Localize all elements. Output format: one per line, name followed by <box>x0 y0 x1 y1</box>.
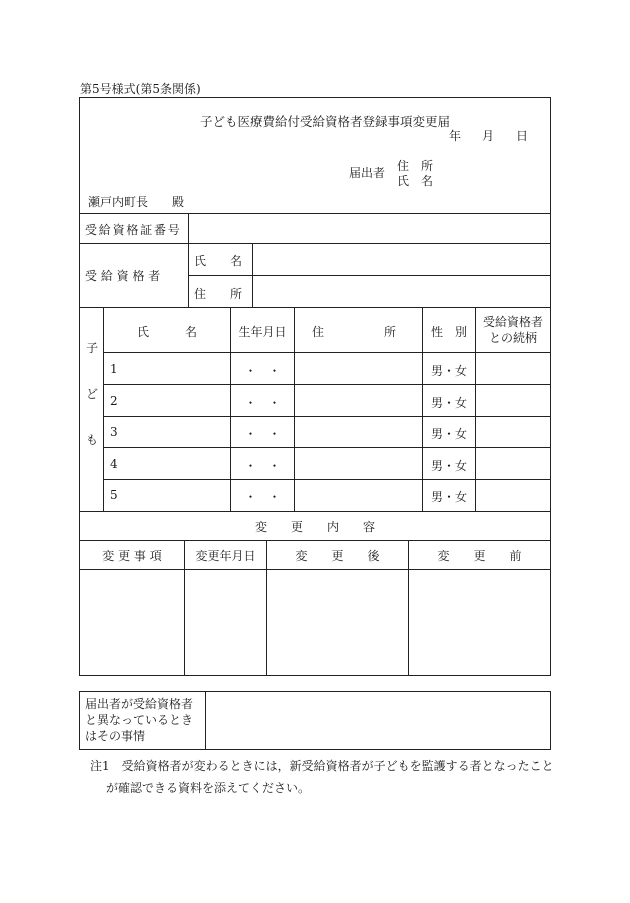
applicant-address-field[interactable]: 住 所 <box>397 159 434 173</box>
reason-label: 届出者が受給資格者 と異なっているとき はその事情 <box>85 697 194 743</box>
header-before-change: 変 更 前 <box>437 549 522 563</box>
change-item-field[interactable] <box>80 570 184 675</box>
eligible-person-label: 受 給 資 格 者 <box>85 269 161 283</box>
header-change-date: 変更年月日 <box>195 549 256 563</box>
applicant-label: 届出者 <box>349 166 386 180</box>
header-child-address: 住 所 <box>312 325 397 339</box>
note-line-1: 注1 受給資格者が変わるときには，新受給資格者が子どもを監護する者となったこと <box>90 759 554 773</box>
row-number: 5 <box>110 488 118 502</box>
header-relation: 受給資格者 との続柄 <box>482 315 543 345</box>
applicant-name-field[interactable]: 氏 名 <box>397 174 434 188</box>
change-section-label: 変 更 内 容 <box>254 520 375 534</box>
children-label-1: 子 <box>86 341 99 355</box>
date-year-field[interactable]: 年 <box>449 129 462 143</box>
note-line-2: が確認できる資料を添えてください。 <box>106 781 311 795</box>
change-date-field[interactable] <box>185 570 266 675</box>
children-label-2: ど <box>86 387 99 401</box>
header-change-item: 変 更 事 項 <box>102 549 162 563</box>
sex-selector[interactable]: 男・女 <box>430 459 467 473</box>
birth-date-field[interactable]: ・ ・ <box>244 490 281 504</box>
form-title: 子ども医療費給付受給資格者登録事項変更届 <box>200 114 451 129</box>
date-day-field[interactable]: 日 <box>516 129 529 143</box>
eligible-person-address-field[interactable] <box>253 276 550 307</box>
cert-number-field[interactable] <box>189 214 550 243</box>
children-label-3: も <box>86 433 99 447</box>
header-birth-date: 生年月日 <box>238 325 287 339</box>
header-sex: 性 別 <box>430 325 467 339</box>
birth-date-field[interactable]: ・ ・ <box>244 396 281 410</box>
before-change-field[interactable] <box>409 570 550 675</box>
sex-selector[interactable]: 男・女 <box>430 396 467 410</box>
header-after-change: 変 更 後 <box>295 549 380 563</box>
reason-field[interactable] <box>206 692 550 749</box>
form-number-label: 第5号様式(第5条関係) <box>80 82 201 96</box>
sex-selector[interactable]: 男・女 <box>430 427 467 441</box>
row-number: 3 <box>110 425 118 439</box>
row-number: 1 <box>110 362 118 376</box>
date-month-field[interactable]: 月 <box>482 129 495 143</box>
sex-selector[interactable]: 男・女 <box>430 490 467 504</box>
row-number: 2 <box>110 394 118 408</box>
birth-date-field[interactable]: ・ ・ <box>244 459 281 473</box>
birth-date-field[interactable]: ・ ・ <box>244 427 281 441</box>
eligible-person-name-label: 氏 名 <box>194 254 243 268</box>
after-change-field[interactable] <box>267 570 408 675</box>
sex-selector[interactable]: 男・女 <box>430 364 467 378</box>
header-child-name: 氏 名 <box>136 325 197 339</box>
cert-number-label: 受給資格証番号 <box>85 223 182 237</box>
eligible-person-name-field[interactable] <box>253 244 550 275</box>
addressee: 瀬戸内町長 殿 <box>88 195 185 209</box>
row-number: 4 <box>110 457 118 471</box>
eligible-person-address-label: 住 所 <box>194 287 243 301</box>
birth-date-field[interactable]: ・ ・ <box>244 364 281 378</box>
